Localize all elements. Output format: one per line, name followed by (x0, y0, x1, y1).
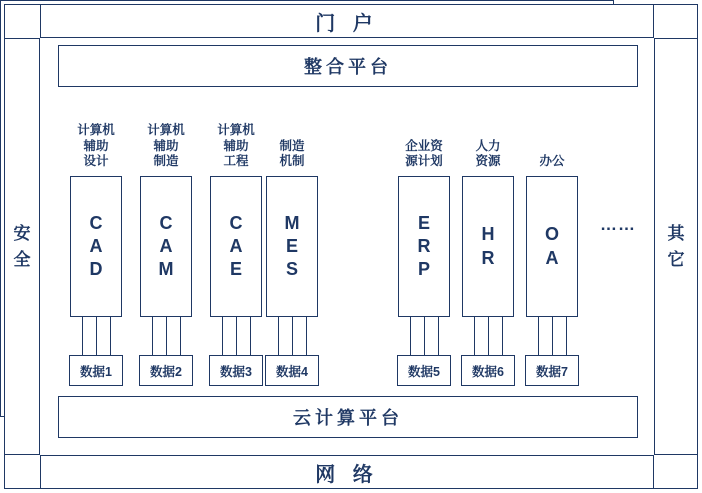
connector-line (180, 317, 181, 355)
portal-label: 门 户 (315, 12, 379, 35)
app-acronym-letter: O (544, 224, 559, 245)
data-box-1[interactable]: 数据1 (69, 355, 123, 386)
data-box-7[interactable]: 数据7 (525, 355, 579, 386)
data-box-3[interactable]: 数据3 (209, 355, 263, 386)
network-label: 网 络 (315, 463, 379, 486)
connector-line (410, 317, 411, 355)
app-caption (396, 139, 452, 170)
app-caption (68, 123, 124, 170)
connector-line (502, 317, 503, 355)
app-caption-line: 资源 (475, 154, 501, 169)
app-caption-line: 计算机 (77, 123, 115, 138)
app-caption-line: 源计划 (405, 154, 443, 169)
app-acronym-letter: A (89, 235, 103, 256)
app-caption-line: 企业资 (405, 138, 443, 153)
cloud-platform-label: 云计算平台 (293, 408, 403, 428)
connector-line (292, 317, 293, 355)
app-caption-line: 制造 (153, 154, 179, 169)
security-banner (4, 38, 40, 455)
connector-line (438, 317, 439, 355)
data-box-2[interactable]: 数据2 (139, 355, 193, 386)
app-acronym-letter: R (417, 235, 431, 256)
app-box-mes[interactable] (266, 176, 318, 317)
connector-line (552, 317, 553, 355)
app-caption (524, 154, 580, 170)
connector-line (306, 317, 307, 355)
app-caption-line: 人力 (475, 138, 501, 153)
connector-line (488, 317, 489, 355)
app-acronym-letter: E (229, 259, 242, 280)
app-acronym-letter: P (417, 259, 430, 280)
connector-line (152, 317, 153, 355)
connector-line (278, 317, 279, 355)
network-banner (40, 455, 654, 489)
app-acronym-letter: C (89, 212, 103, 233)
app-caption-line: 制造 (279, 138, 305, 153)
app-caption (208, 123, 264, 170)
app-box-cae[interactable] (210, 176, 262, 317)
app-acronym-letter: C (229, 212, 243, 233)
data-box-4[interactable]: 数据4 (265, 355, 319, 386)
app-acronym-letter: E (417, 212, 430, 233)
app-caption (264, 139, 320, 170)
integration-platform-label: 整合平台 (304, 57, 392, 77)
portal-banner (40, 4, 654, 38)
connector-line (250, 317, 251, 355)
app-caption-line: 辅助 (83, 138, 109, 153)
connector-line (96, 317, 97, 355)
app-acronym-letter: A (229, 235, 243, 256)
ellipsis-label: …… (600, 215, 636, 234)
app-acronym-letter: H (481, 224, 495, 245)
app-caption (460, 139, 516, 170)
connector-line (222, 317, 223, 355)
app-caption-line: 辅助 (153, 138, 179, 153)
connector-line (166, 317, 167, 355)
connector-line (236, 317, 237, 355)
app-caption-line: 计算机 (147, 123, 185, 138)
connector-line (424, 317, 425, 355)
connector-line (538, 317, 539, 355)
app-box-hr[interactable] (462, 176, 514, 317)
app-caption (138, 123, 194, 170)
app-acronym-letter: D (89, 259, 103, 280)
app-box-erp[interactable] (398, 176, 450, 317)
connector-line (110, 317, 111, 355)
app-box-cam[interactable] (140, 176, 192, 317)
app-acronym-letter: M (158, 259, 174, 280)
app-acronym-letter: R (481, 247, 495, 268)
app-acronym-letter: M (284, 212, 300, 233)
app-caption-line: 计算机 (217, 123, 255, 138)
app-box-oa[interactable] (526, 176, 578, 317)
app-caption-line: 办公 (539, 154, 565, 169)
connector-line (566, 317, 567, 355)
cloud-platform-bar (58, 396, 638, 438)
data-box-5[interactable]: 数据5 (397, 355, 451, 386)
app-acronym-letter: S (285, 259, 298, 280)
data-box-6[interactable]: 数据6 (461, 355, 515, 386)
app-caption-line: 设计 (83, 154, 109, 169)
app-acronym-letter: A (159, 235, 173, 256)
app-acronym-letter: A (545, 247, 559, 268)
security-label: 安 全 (13, 224, 31, 269)
integration-platform-bar (58, 45, 638, 87)
connector-line (474, 317, 475, 355)
app-caption-line: 工程 (223, 154, 249, 169)
other-banner (654, 38, 698, 455)
app-box-cad[interactable] (70, 176, 122, 317)
app-acronym-letter: C (159, 212, 173, 233)
app-caption-line: 机制 (279, 154, 305, 169)
other-label: 其 它 (667, 224, 685, 269)
connector-line (82, 317, 83, 355)
app-acronym-letter: E (285, 235, 298, 256)
app-caption-line: 辅助 (223, 138, 249, 153)
